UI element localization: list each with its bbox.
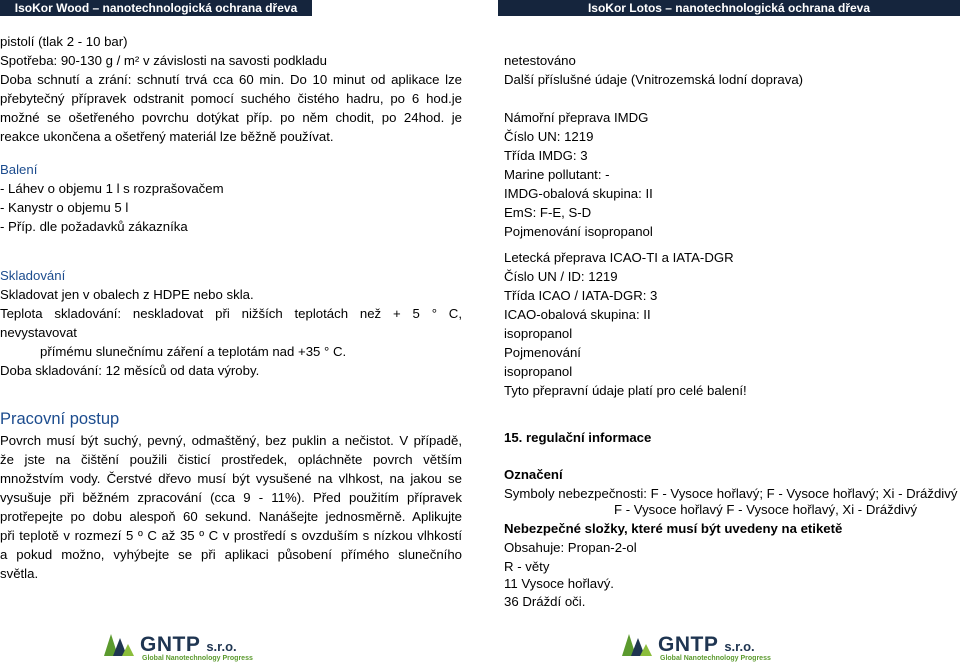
drying-line-1: Doba schnutí a zrání: schnutí trvá cca 60 min. Do 10 minut od aplikace lze bbox=[0, 72, 462, 87]
air-substance-1: isopropanol bbox=[504, 326, 573, 341]
packaging-item-2: - Kanystr o objemu 5 l bbox=[0, 200, 129, 215]
air-class: Třída ICAO / IATA-DGR: 3 bbox=[504, 288, 658, 303]
storage-line-4: přímému slunečnímu záření a teplotám nad +35 ° C. bbox=[40, 344, 347, 359]
imdg-packing-group: IMDG-obalová skupina: II bbox=[504, 186, 653, 201]
hazard-symbols-line-2: F - Vysoce hořlavý F - Vysoce hořlavý, Xi - Dráždivý bbox=[614, 502, 918, 517]
procedure-line-1: Povrch musí být suchý, pevný, odmaštěný, bez puklin a nečistot. V případě, bbox=[0, 433, 462, 448]
gntp-logo-right bbox=[620, 630, 800, 664]
right-line-1: netestováno bbox=[504, 53, 576, 68]
logo-name: GNTP bbox=[658, 633, 718, 656]
procedure-line-2: že jste na čištění použili čisticí prostředek, opláchněte povrch větším bbox=[0, 452, 462, 467]
contains-line: Obsahuje: Propan-2-ol bbox=[504, 540, 637, 555]
imdg-marine-pollutant: Marine pollutant: - bbox=[504, 167, 610, 182]
procedure-line-8: světla. bbox=[0, 566, 39, 581]
storage-line-3: nevystavovat bbox=[0, 325, 77, 340]
procedure-heading: Pracovní postup bbox=[0, 410, 120, 428]
gntp-logo-left bbox=[102, 630, 282, 664]
imdg-class: Třída IMDG: 3 bbox=[504, 148, 588, 163]
storage-line-5: Doba skladování: 12 měsíců od data výroby. bbox=[0, 363, 260, 378]
packaging-item-3: - Příp. dle požadavků zákazníka bbox=[0, 219, 188, 234]
gntp-logo-icon bbox=[102, 630, 136, 660]
drying-line-3: možné se ošetřeného povrchu dotýkat příp. po něm chodit, po 24hod. je bbox=[0, 110, 462, 125]
air-transport-heading: Letecká přeprava ICAO-TI a IATA-DGR bbox=[504, 250, 734, 265]
right-page-header: IsoKor Lotos – nanotechnologická ochrana dřeva bbox=[498, 0, 960, 16]
r-phrases-label: R - věty bbox=[504, 559, 550, 574]
gntp-logo-icon bbox=[620, 630, 654, 660]
storage-heading: Skladování bbox=[0, 268, 66, 283]
labeling-heading: Označení bbox=[504, 467, 563, 482]
imdg-ems: EmS: F-E, S-D bbox=[504, 205, 592, 220]
imdg-un-number: Číslo UN: 1219 bbox=[504, 129, 594, 144]
right-line-2: Další příslušné údaje (Vnitrozemská lodní doprava) bbox=[504, 72, 804, 87]
packaging-item-1: - Láhev o objemu 1 l s rozprašovačem bbox=[0, 181, 224, 196]
imdg-name: Pojmenování isopropanol bbox=[504, 224, 653, 239]
air-name-label: Pojmenování bbox=[504, 345, 581, 360]
left-page-header: IsoKor Wood – nanotechnologická ochrana dřeva bbox=[0, 0, 312, 16]
logo-name: GNTP bbox=[140, 633, 200, 656]
procedure-line-7: a pokud možno, vyhýbejte se při aplikaci působení přímého slunečního bbox=[0, 547, 462, 562]
r-phrase-36: 36 Dráždí oči. bbox=[504, 594, 586, 609]
consumption-line: Spotřeba: 90-130 g / m² v závislosti na savosti podkladu bbox=[0, 53, 327, 68]
logo-suffix: s.r.o. bbox=[206, 639, 237, 654]
storage-line-1: Skladovat jen v obalech z HDPE nebo skla. bbox=[0, 287, 254, 302]
hazardous-components-heading: Nebezpečné složky, které musí být uvedeny na etiketě bbox=[504, 521, 843, 536]
logo-tagline: Global Nanotechnology Progress bbox=[660, 655, 771, 662]
logo-suffix: s.r.o. bbox=[724, 639, 755, 654]
air-un-id: Číslo UN / ID: 1219 bbox=[504, 269, 618, 284]
pressure-line: pistolí (tlak 2 - 10 bar) bbox=[0, 34, 128, 49]
section-15-heading: 15. regulační informace bbox=[504, 430, 652, 445]
air-substance-2: isopropanol bbox=[504, 364, 573, 379]
drying-line-4: reakce ukončena a ošetřený materiál lze běžně používat. bbox=[0, 129, 334, 144]
logo-tagline: Global Nanotechnology Progress bbox=[142, 655, 253, 662]
transport-note: Tyto přepravní údaje platí pro celé balení! bbox=[504, 383, 747, 398]
procedure-line-4: vysušuje při běžném zpracování (cca 9 - 11%). Před použitím přípravek bbox=[0, 490, 462, 505]
procedure-line-5: protřepejte po dobu alespoň 60 sekund. Nanášejte jednosměrně. Aplikujte bbox=[0, 509, 462, 524]
air-packing-group: ICAO-obalová skupina: II bbox=[504, 307, 651, 322]
imdg-heading: Námořní přeprava IMDG bbox=[504, 110, 649, 125]
hazard-symbols-line-1: Symboly nebezpečnosti: F - Vysoce hořlavý; F - Vysoce hořlavý; Xi - Dráždivý bbox=[504, 486, 958, 501]
r-phrase-11: 11 Vysoce hořlavý. bbox=[504, 576, 614, 591]
procedure-line-3: množstvím vody. Čerstvé dřevo musí být vysušené na vlhkost, na jakou se bbox=[0, 471, 462, 486]
packaging-heading: Balení bbox=[0, 162, 38, 177]
drying-line-2: přebytečný přípravek odstranit pomocí suchého čistého hadru, po 6 hod.je bbox=[0, 91, 462, 106]
storage-line-2: Teplota skladování: neskladovat při nižších teplotách než + 5 ° C, bbox=[0, 306, 462, 321]
procedure-line-6: při teplotě v rozmezí 5 º C až 35 º C v prostředí s ovzduším s nízkou vlhkostí bbox=[0, 528, 462, 543]
